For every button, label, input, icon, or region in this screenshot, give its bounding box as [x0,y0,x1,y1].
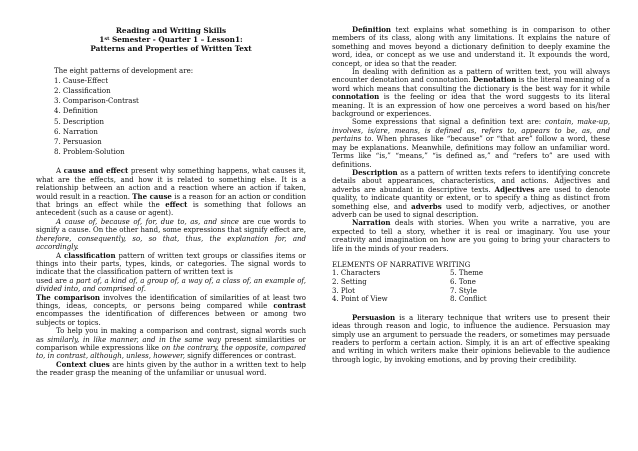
list-item: 5. Description [54,117,105,126]
list-item: 8. Problem-Solution [54,148,125,157]
patterns-intro: The eight patterns of development are: [54,66,194,75]
list-item: 4. Point of View [332,295,388,304]
narration-paragraph: Narration deals with stories. When you write a narrative, you are expected to tell a story, whether it is real or imaginary. You use your creativity and imagination on how are you going to bring your characters to life in the minds of your readers. [332,218,610,253]
list-item: 1. Characters [332,269,381,278]
persuasion-paragraph: Persuasion is a literary technique that writers use to present their ideas through reason and logic, to influence the audience. Persuasion may simply use an argument to persuade the readers, or sometimes may persuade readers to perform a certain action. Simply, it is an art of effective speaking and writing in which writers make their opinions believable to the audience through logic, by invoking emotions, and by proving their credibility. [332,312,610,364]
list-item: 3. Comparison-Contrast [54,97,139,106]
definition-expressions-paragraph: Some expressions that signal a definition text are: contain, make-up, involves, is/are, means, is defined as, refers to, appears to be, as, and pertains to. When phrases like “because” or “that are” follow a word, these may be explanations. Meanwhile, definitions may follow an unfamiliar word. Terms like “is,” “means,” “is defined as,” and “refers to” are used with definitions. [332,118,611,169]
denotation-paragraph: In dealing with definition as a pattern of written text, you will always encounter denotation and connotation. Denotation is the literal meaning of a word which means that consulting the dictionary is the best way for it while connotation is the feeling or idea that the word suggests to its literal meaning. It is an expression of how one perceives a word based on his/her background or experiences. [332,68,610,119]
classification-signal-paragraph: used are a part of, a kind of, a group of, a way of, a class of, an example of, divided into, and comprised of. [36,276,307,294]
list-item: 3. Plot [332,286,355,295]
list-item: 7. Style [450,286,477,295]
list-item: 1. Cause-Effect [54,76,109,85]
comparison-paragraph: The comparison involves the identification of similarities of at least two things, ideas, concepts, or persons being compared while contrast encompasses the identification of differences between or among two subjects or topics. [36,292,306,327]
definition-paragraph: Definition text explains what something is in comparison to other members of its class, along with any limitations. It explains the nature of something and moves beyond a dictionary definition to deeply examine the word, idea, or concept as we use and understand it. It expounds the word, concept, or idea so that the reader. [332,25,610,68]
cause-signal-paragraph: A cause of, because of, for, due to, as, and since are cue words to signify a cause. On the other hand, some expressions that signify effect are, therefore, consequently, so, so that, thus, the explanation for, and accordingly. [36,217,306,252]
narrative-elements-title: ELEMENTS OF NARRATIVE WRITING [332,260,471,269]
context-clues-paragraph: Context clues are hints given by the author in a written text to help the reader grasp the meaning of the unfamiliar or unusual word. [36,359,307,378]
list-item: 7. Persuasion [54,138,102,147]
document-title: Reading and Writing Skills [115,26,227,35]
list-item: 6. Narration [54,127,98,136]
list-item: 8. Conflict [450,295,487,304]
right-column [332,26,610,364]
narrative-elements-grid [332,269,610,303]
left-column [36,26,306,378]
list-item: 4. Definition [54,107,98,116]
comparison-help-paragraph: To help you in making a comparison and contrast, signal words such as similarly, in like manner, and in the same way present similarities or comparison while expressions like on the contrary, the opposite, compared to, in contrast, although, unless, however, signify differences or contrast. [36,327,306,361]
list-item: 2. Setting [332,277,367,286]
cause-effect-paragraph: A cause and effect present why something happens, what causes it, what are the effects, and how it is related to something else. It is a relationship between an action and a reaction where an action if taken, would result in a reaction. The cause is a reason for an action or condition that brings an effect while the effect is something that follows an antecedent (such as a cause or agent). [36,166,307,218]
list-item: 5. Theme [450,269,484,278]
description-paragraph: Description as a pattern of written texts refers to identifying concrete details about appearances, characteristics, and actions. Adjectives and adverbs are abundant in descriptive texts. Adjectives are used to denote quality, to indicate quantity or extent, or to specify a thing as distinct from something else, and adverbs used to modify verb, adjectives, or another adverb can be used to signal description. [332,167,610,219]
classification-paragraph: A classification pattern of written text groups or classifies items or things into their parts, types, kinds, or categories. The signal words to indicate that the classification pattern of written text is [36,250,306,277]
list-item: 2. Classification [54,87,111,96]
document-semester-line: 1st Semester - Quarter 1 – Lesson1: [99,35,243,45]
patterns-list [36,66,306,158]
document-subtitle: Patterns and Properties of Written Text [90,44,252,54]
list-item: 6. Tone [450,277,476,286]
